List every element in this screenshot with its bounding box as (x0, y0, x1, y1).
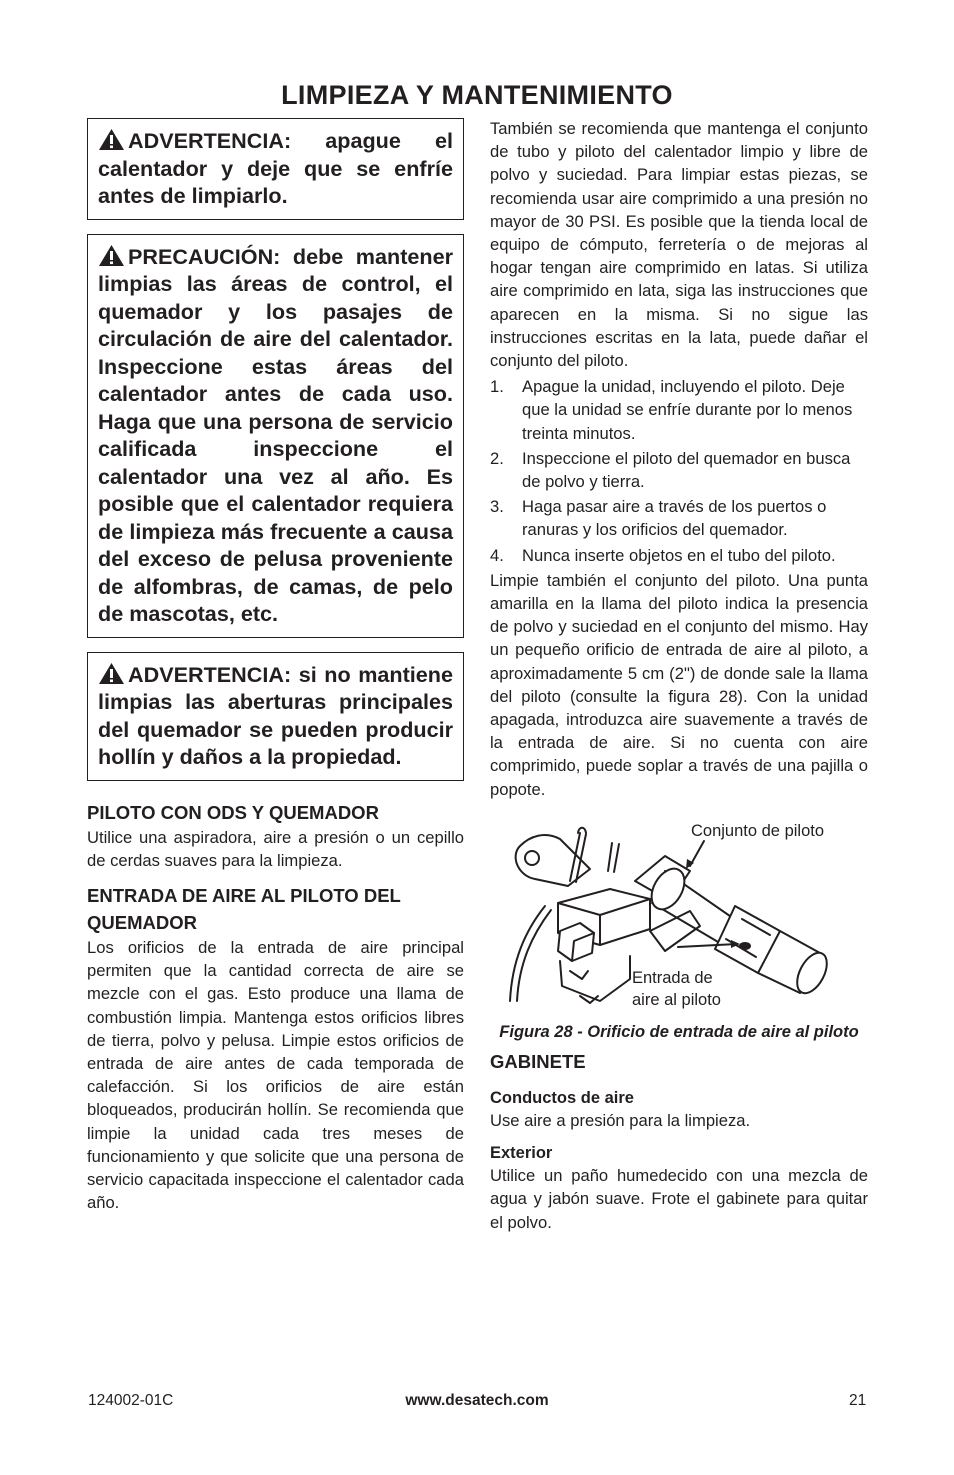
warning-triangle-icon (98, 128, 125, 151)
warning-box-soot (87, 652, 464, 781)
intro-paragraph: También se recomienda que mantenga el conjunto de tubo y piloto del calentador limpio y libre de polvo y suciedad. Para limpiar estas piezas, se recomienda usar aire comprimido a una presión no mayor de 30 PSI. Es posible que la tienda local de equipo de cómputo, ferretería o de mejoras al hogar tengan aire comprimido en latas. Si utiliza aire comprimido en lata, siga las instrucciones que aparecen en la misma. Si no sigue las instrucciones escritas en la lata, puede dañar el conjunto del piloto. (490, 119, 868, 371)
warning-box-cool-down (87, 118, 464, 220)
list-item: 3. Haga pasar aire a través de los puertos o ranuras y los orificios del quemador. (490, 497, 827, 540)
warning-triangle-icon (98, 244, 125, 267)
page-number: 21 (849, 1392, 867, 1409)
right-column (490, 117, 868, 1234)
air-ducts-text: Use aire a presión para la limpieza. (490, 1110, 751, 1130)
section-heading-air-inlet: ENTRADA DE AIRE AL PILOTO DEL QUEMADOR (87, 884, 401, 933)
warning-text: ADVERTENCIA: si no mantiene limpias las aberturas principales del quemador se pueden producir hollín y daños a la propiedad. (98, 661, 453, 769)
list-item: 1. Apague la unidad, incluyendo el piloto. Deje que la unidad se enfríe durante por lo menos treinta minutos. (490, 377, 853, 443)
warning-triangle-icon (98, 662, 125, 685)
figure-28-pilot-assembly (490, 811, 868, 1011)
warning-text: ADVERTENCIA: apague el calentador y deje que se enfríe antes de limpiarlo. (98, 128, 453, 208)
cleaning-steps-list (490, 375, 868, 567)
left-column (87, 118, 464, 1214)
caution-text: PRECAUCIÓN: debe mantener limpias las áreas de control, el quemador y los pasajes de circulación de aire del calentador. Inspeccione estas áreas del calentador antes de cada uso. Haga que una persona de servicio calificada inspeccione el calentador una vez al año. Es posible que el calentador requiera de limpieza más frecuente a causa del exceso de pelusa proveniente de alfombras, de camas, de pelo de mascotas, etc. (98, 243, 453, 626)
list-item: 2. Inspeccione el piloto del quemador en busca de polvo y tierra. (490, 448, 851, 492)
label-pilot-assembly: Conjunto de piloto (691, 821, 825, 840)
document-code: 124002-01C (88, 1392, 174, 1409)
section-text-pilot-burner: Utilice una aspiradora, aire a presión o un cepillo de cerdas suaves para la limpieza. (87, 827, 464, 870)
section-text-air-inlet: Los orificios de la entrada de aire principal permiten que la cantidad correcta de aire se mezcle con el gas. Esto produce una llama de combustión limpia. Mantenga estos orificios libres de tierra, polvo y pelusa. Limpie estos orificios de entrada de aire antes de cada temporada de calefacción. Si los orificios de aire están bloqueados, producirán hollín. Se recomienda que limpie la unidad cada tres meses de funcionamiento y que solicite que una persona de servicio capacitada inspeccione el calentador cada año. (87, 937, 464, 1213)
exterior-text: Utilice un paño humedecido con una mezcla de agua y jabón suave. Frote el gabinete para quitar el polvo. (490, 1166, 868, 1232)
list-item: 4. Nunca inserte objetos en el tubo del piloto. (490, 545, 836, 565)
label-air-inlet: Entrada de aire al piloto (632, 968, 721, 1009)
subheading-exterior: Exterior (490, 1144, 553, 1163)
section-heading-pilot-burner: PILOTO CON ODS Y QUEMADOR (87, 801, 379, 823)
figure-caption: Figura 28 - Orificio de entrada de aire al piloto (499, 1022, 859, 1041)
website-url: www.desatech.com (405, 1392, 549, 1409)
caution-box-keep-clean (87, 234, 464, 638)
section-heading-cabinet: GABINETE (490, 1050, 586, 1072)
subheading-air-ducts: Conductos de aire (490, 1088, 634, 1107)
page-title: LIMPIEZA Y MANTENIMIENTO (281, 80, 673, 110)
pilot-paragraph: Limpie también el conjunto del piloto. Una punta amarilla en la llama del piloto indica la presencia de polvo y suciedad en el conjunto del mismo. Hay un pequeño orificio de entrada de aire al piloto, a aproximadamente 5 cm (2") de donde sale la llama del piloto (consulte la figura 28). Con la unidad apagada, introduzca aire suavemente a través de la entrada de aire. Si no cuenta con aire comprimido, puede soplar a través de una pajilla o popote. (490, 570, 868, 799)
